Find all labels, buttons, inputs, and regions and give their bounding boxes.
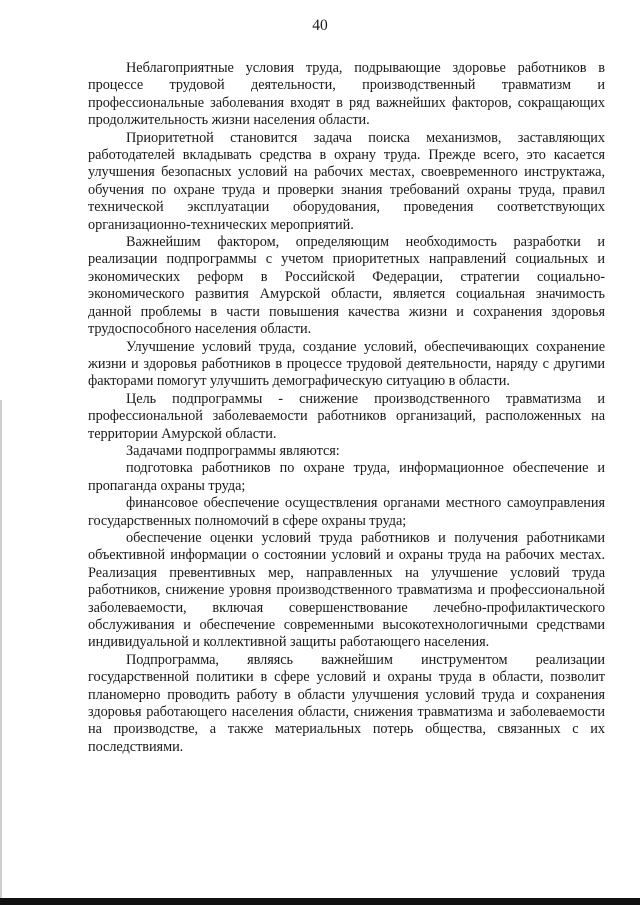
paragraph-key-factor: Важнейшим фактором, определяющим необходимость разработки и реализации подпрограммы с учетом приоритетных направлений социальных и экономических реформ в Российской Федерации, стратегии социально-экономического развития Амурской области, является социальная значимость данной проблемы в части повышения качества жизни и сохранения здоровья трудоспособного населения области. (88, 234, 605, 338)
scan-bottom-edge (0, 898, 640, 905)
paragraph-priority-task: Приоритетной становится задача поиска механизмов, заставляющих работодателей вкладывать средства в охрану труда. Прежде всего, это касается улучшения безопасных условий на рабочих местах, своевременного инструктажа, обучения по охране труда и проверки знания требований охраны труда, правил технической эксплуатации оборудования, проведения соответствующих организационно-технических мероприятий. (88, 129, 605, 233)
paragraph-improving-conditions: Улучшение условий труда, создание условий, обеспечивающих сохранение жизни и здоровья работников в процессе трудовой деятельности, наряду с другими факторами помогут улучшить демографическую ситуацию в области. (88, 338, 605, 390)
task-item-assessment: обеспечение оценки условий труда работников и получения работниками объективной информации о состоянии условий и охраны труда на рабочих местах. Реализация превентивных мер, направленных на улучшение условий труда работников, снижение уровня производственного травматизма и профессиональной заболеваемости, включая совершенствование лечебно-профилактического обслуживания и обеспечение современными высокотехнологичными средствами индивидуальной и коллективной защиты работающего населения. (88, 529, 605, 651)
task-item-financing: финансовое обеспечение осуществления органами местного самоуправления государственных полномочий в сфере охраны труда; (88, 495, 605, 529)
paragraph-unfavorable-conditions: Неблагоприятные условия труда, подрывающие здоровье работников в процессе трудовой деятельности, производственный травматизм и профессиональные заболевания входят в ряд важнейших факторов, сокращающих продолжительность жизни населения области. (88, 60, 605, 129)
paragraph-conclusion: Подпрограмма, являясь важнейшим инструментом реализации государственной политики в сфере условий и охраны труда в области, позволит планомерно проводить работу в области улучшения условий труда и сохранения здоровья работающего населения области, снижения травматизма и заболеваемости на производстве, а также материальных потерь общества, связанных с их последствиями. (88, 651, 605, 755)
scan-edge-shadow (0, 400, 2, 905)
paragraph-tasks-heading: Задачами подпрограммы являются: (126, 442, 340, 459)
paragraph-goal: Цель подпрограммы - снижение производственного травматизма и профессиональной заболеваемости работников организаций, расположенных на территории Амурской области. (88, 390, 605, 442)
task-item-training: подготовка работников по охране труда, информационное обеспечение и пропаганда охраны труда; (88, 460, 605, 494)
page-number: 40 (312, 17, 328, 34)
document-body (88, 60, 605, 756)
